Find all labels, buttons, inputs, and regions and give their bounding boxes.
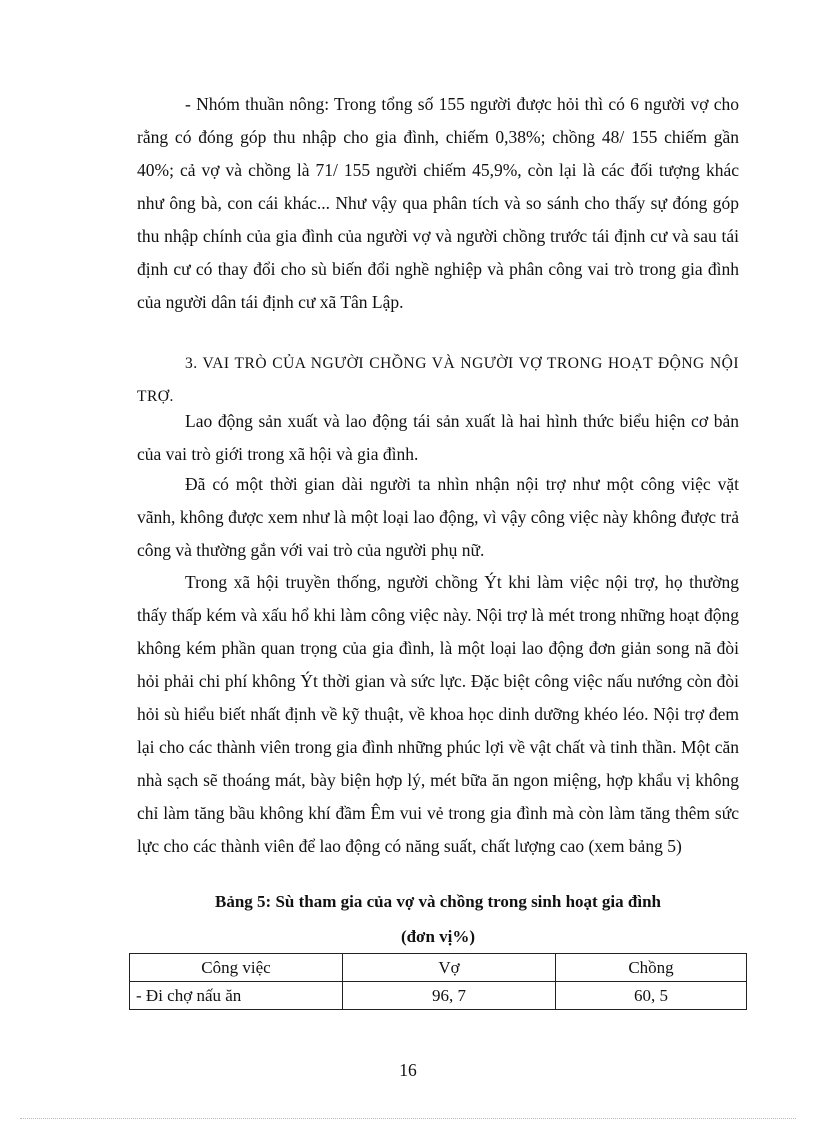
- page-bottom-divider: [20, 1118, 796, 1119]
- cell-husband-value: 60, 5: [556, 982, 747, 1010]
- table-header-row: [130, 954, 747, 982]
- paragraph-farming-group: - Nhóm thuần nông: Trong tổng số 155 người được hỏi thì có 6 người vợ cho rằng có đóng góp thu nhập cho gia đình, chiếm 0,38%; chồng 48/ 155 chiếm gần 40%; cả vợ và chồng là 71/ 155 người chiếm 45,9%, còn lại là các đối tượng khác như ông bà, con cái khác... Như vậy qua phân tích và so sánh cho thấy sự đóng góp thu nhập chính của gia đình của người vợ và người chồng trước tái định cư và sau tái định cư có thay đổi cho sù biến đổi nghề nghiệp và phân công vai trò trong gia đình của người dân tái định cư xã Tân Lập.: [137, 94, 739, 312]
- table-unit: (đơn vị%): [400, 927, 476, 946]
- participation-table: [129, 953, 747, 1010]
- table-row: [130, 982, 747, 1010]
- header-husband: Chồng: [556, 954, 747, 982]
- header-wife: Vợ: [343, 954, 556, 982]
- section-heading: 3. VAI TRÒ CỦA NGƯỜI CHỒNG VÀ NGƯỜI VỢ TRONG HOẠT ĐỘNG NỘI TRỢ.: [137, 355, 739, 405]
- page-number: 16: [399, 1060, 417, 1080]
- paragraph-labor-types: Lao động sản xuất và lao động tái sản xuất là hai hình thức biểu hiện cơ bản của vai trò giới trong xã hội và gia đình.: [137, 411, 739, 464]
- header-task: Công việc: [130, 954, 343, 982]
- paragraph-traditional-society: Trong xã hội truyền thống, người chồng Ýt khi làm việc nội trợ, họ thường thấy thấp kém và xấu hổ khi làm công việc này. Nội trợ là mét trong những hoạt động không kém phần quan trọng của gia đình, là một loại lao động đơn giản song nã đòi hỏi phải chi phí không Ýt thời gian và sức lực. Đặc biệt công việc nấu nướng còn đòi hỏi sù hiểu biết nhất định về kỹ thuật, về khoa học dinh dưỡng khéo léo. Nội trợ đem lại cho các thành viên trong gia đình những phúc lợi về vật chất và tinh thần. Một căn nhà sạch sẽ thoáng mát, bày biện hợp lý, mét bữa ăn ngon miệng, hợp khẩu vị không chỉ làm tăng bầu không khí đầm Êm vui vẻ trong gia đình mà còn làm tăng thêm sức lực cho các thành viên để lao động có năng suất, chất lượng cao (xem bảng 5): [137, 572, 739, 856]
- paragraph-housework-perception: Đã có một thời gian dài người ta nhìn nhận nội trợ như một công việc vặt vãnh, không được xem như là một loại lao động, vì vậy công việc này không được trả công và thường gắn với vai trò của người phụ nữ.: [137, 474, 739, 560]
- table-caption: Bảng 5: Sù tham gia của vợ và chồng trong sinh hoạt gia đình: [214, 892, 661, 911]
- cell-task: - Đi chợ nấu ăn: [130, 982, 343, 1010]
- cell-wife-value: 96, 7: [343, 982, 556, 1010]
